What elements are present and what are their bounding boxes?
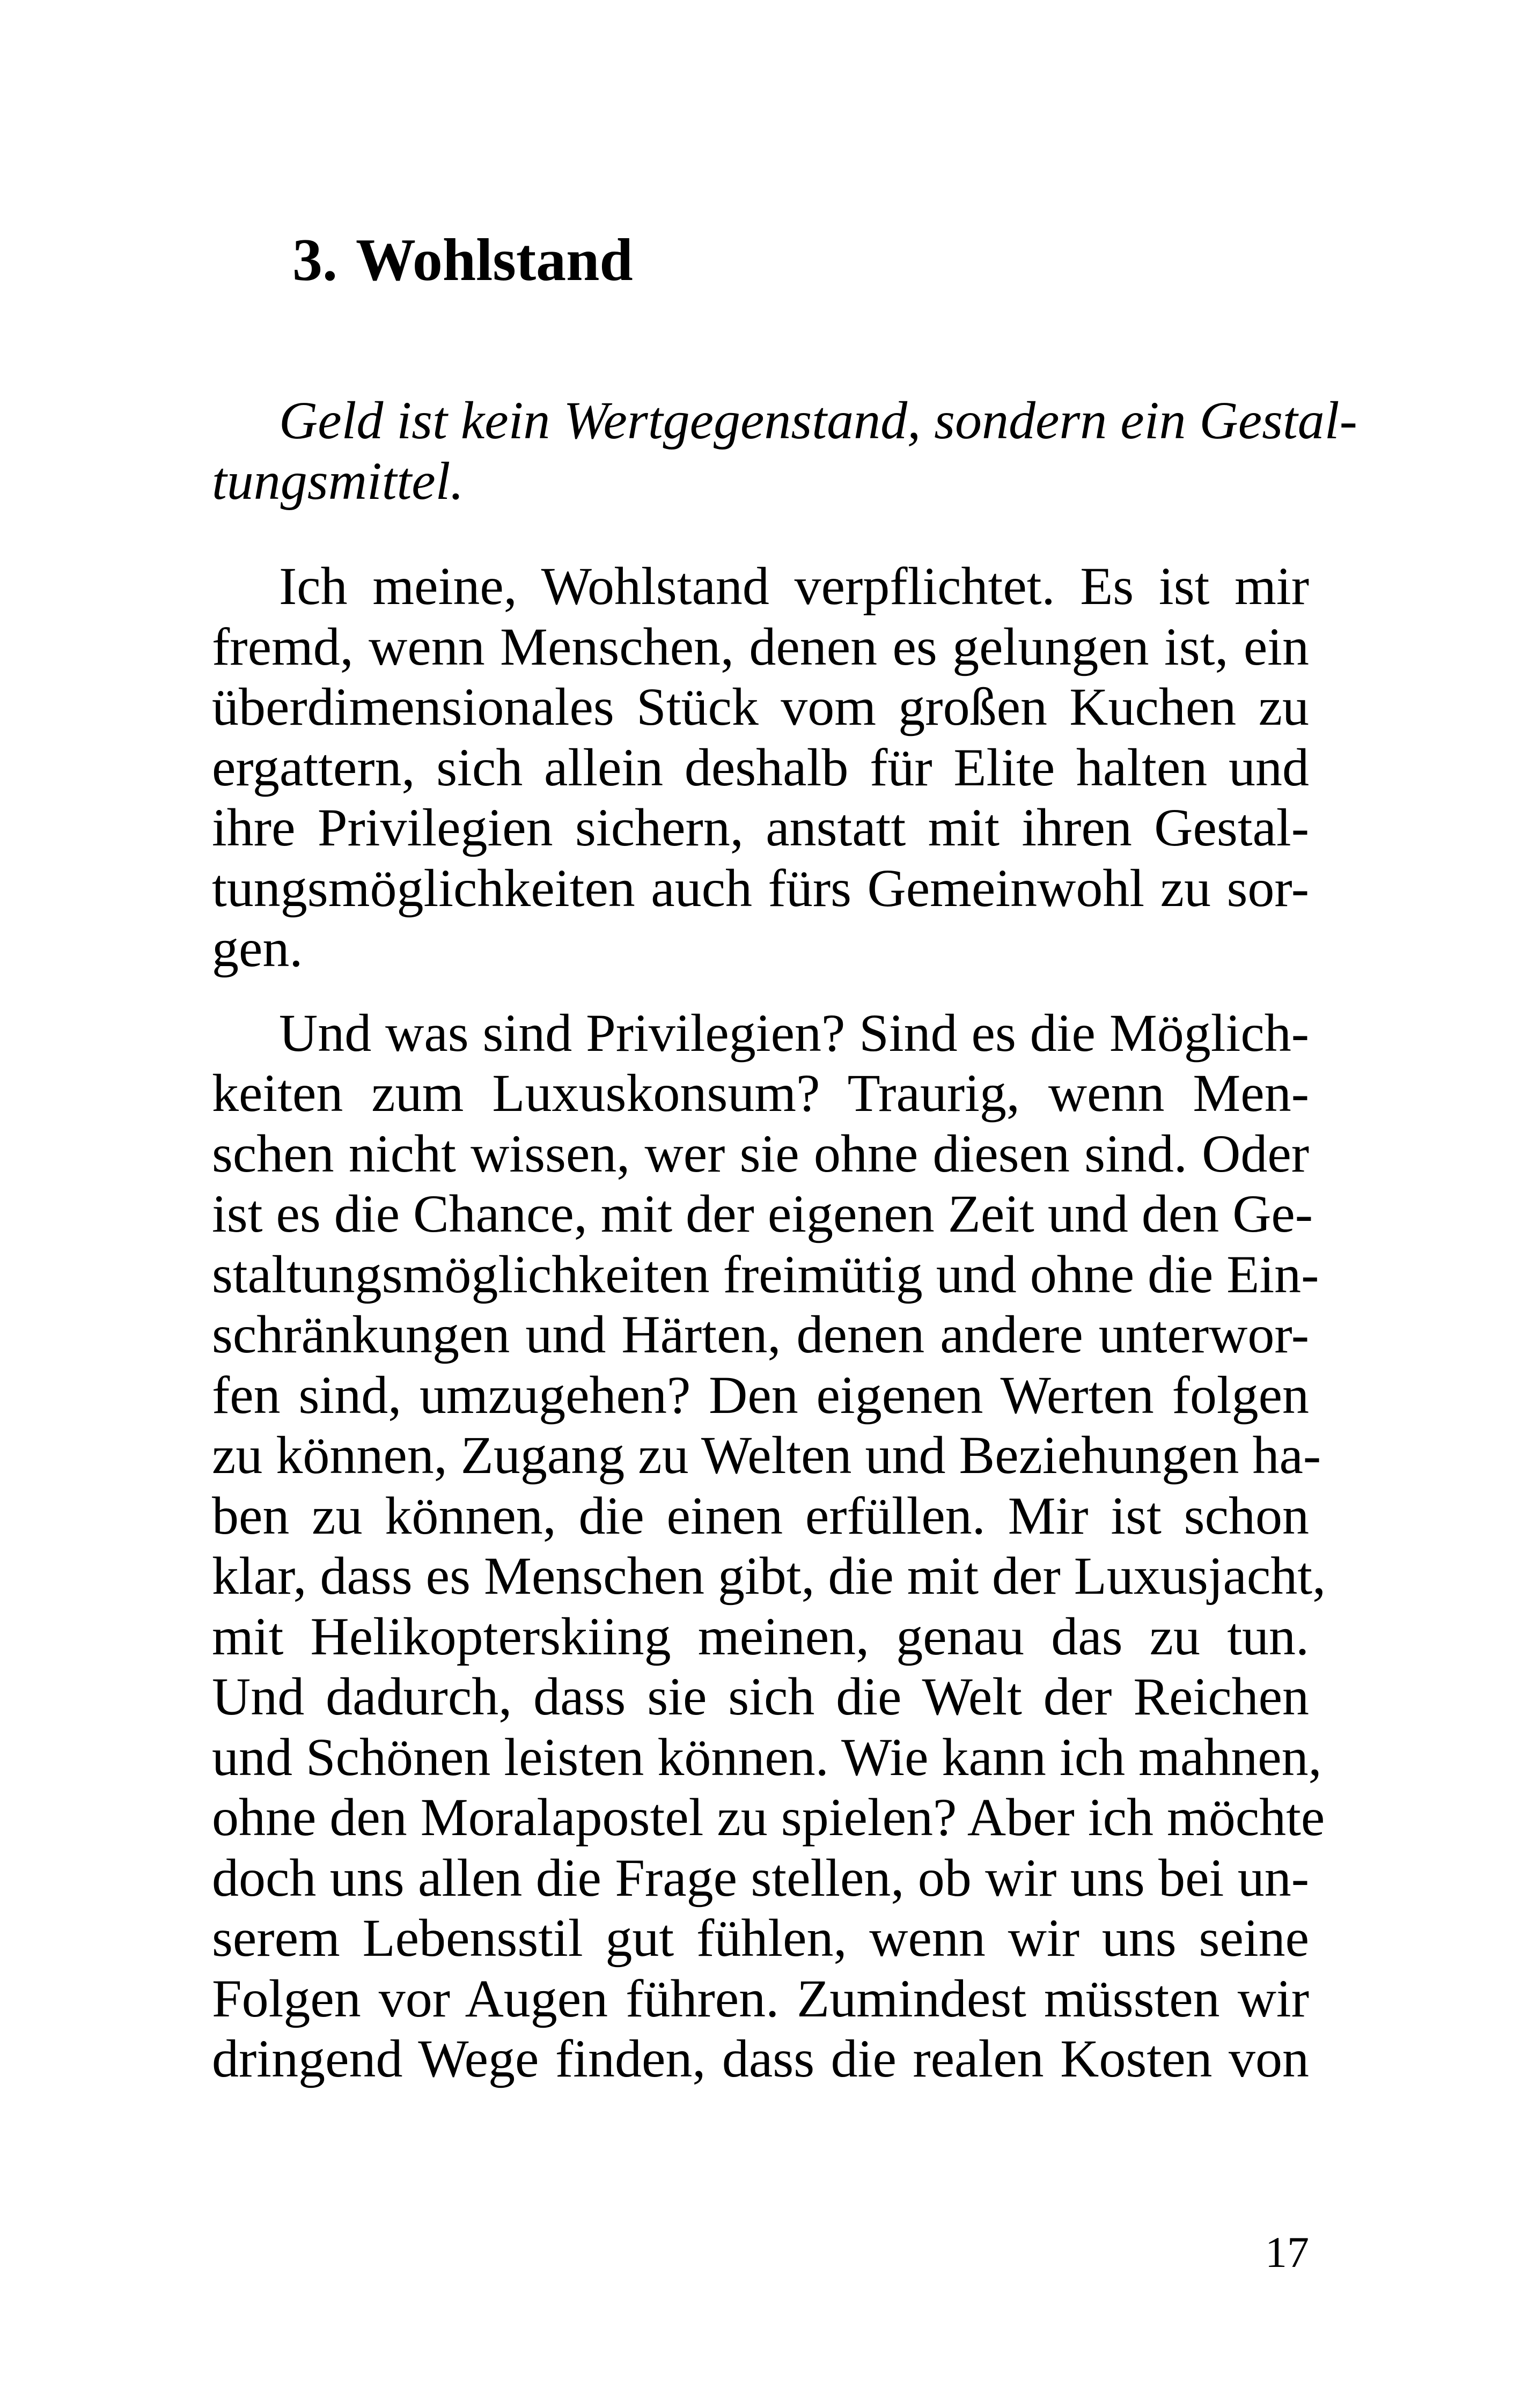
text-line: ben zu können, die einen erfüllen. Mir ist schon	[212, 1485, 1309, 1545]
text-line: keiten zum Luxuskonsum? Traurig, wenn Men-	[212, 1063, 1309, 1123]
text-line: doch uns allen die Frage stellen, ob wir uns bei un-	[212, 1847, 1309, 1908]
text-line: ergattern, sich allein deshalb für Elite halten und	[212, 737, 1309, 797]
text-line: fen sind, umzugehen? Den eigenen Werten folgen	[212, 1365, 1309, 1425]
text-line: Und dadurch, dass sie sich die Welt der Reichen	[212, 1667, 1309, 1726]
text-line: Folgen vor Augen führen. Zumindest müssten wir	[212, 1968, 1309, 2028]
paragraph	[212, 556, 1309, 979]
text-line: mit Helikopterskiing meinen, genau das zu tun.	[212, 1606, 1309, 1666]
text-line: dringend Wege finden, dass die realen Kosten von	[212, 2029, 1309, 2088]
page-number: 17	[1265, 2228, 1309, 2277]
text-line: Und was sind Privilegien? Sind es die Möglich-	[279, 1003, 1309, 1063]
chapter-heading	[292, 224, 633, 296]
text-line: überdimensionales Stück vom großen Kuchen zu	[212, 677, 1309, 737]
body-text	[212, 556, 1326, 2089]
text-line: Ich meine, Wohlstand verpflichtet. Es ist mir	[279, 556, 1309, 616]
text-line: tungsmöglichkeiten auch fürs Gemeinwohl zu sor-	[212, 858, 1309, 918]
epigraph-line: tungsmittel.	[212, 451, 464, 511]
text-line: schränkungen und Härten, denen andere unterwor-	[212, 1305, 1309, 1364]
text-line: schen nicht wissen, wer sie ohne diesen sind. Oder	[212, 1123, 1309, 1183]
text-line: serem Lebensstil gut fühlen, wenn wir uns seine	[212, 1908, 1309, 1968]
text-line: ihre Privilegien sichern, anstatt mit ihren Gestal-	[212, 798, 1309, 857]
chapter-title: Wohlstand	[356, 227, 633, 293]
text-line: fremd, wenn Menschen, denen es gelungen ist, ein	[212, 616, 1309, 676]
chapter-number: 3.	[292, 227, 337, 293]
text-line: ist es die Chance, mit der eigenen Zeit und den Ge-	[212, 1184, 1313, 1243]
text-line: und Schönen leisten können. Wie kann ich mahnen,	[212, 1727, 1322, 1787]
epigraph-line: Geld ist kein Wertgegenstand, sondern ein Gestal-	[279, 391, 1357, 450]
text-line: ohne den Moralapostel zu spielen? Aber ich möchte	[212, 1787, 1325, 1847]
epigraph	[212, 391, 1357, 511]
text-line: klar, dass es Menschen gibt, die mit der Luxusjacht,	[212, 1546, 1326, 1606]
text-line: staltungsmöglichkeiten freimütig und ohne die Ein-	[212, 1244, 1319, 1304]
text-line: zu können, Zugang zu Welten und Beziehungen ha-	[212, 1425, 1321, 1485]
paragraph	[212, 1003, 1326, 2089]
text-line: gen.	[212, 918, 303, 978]
paragraph-gap	[212, 979, 1309, 1003]
